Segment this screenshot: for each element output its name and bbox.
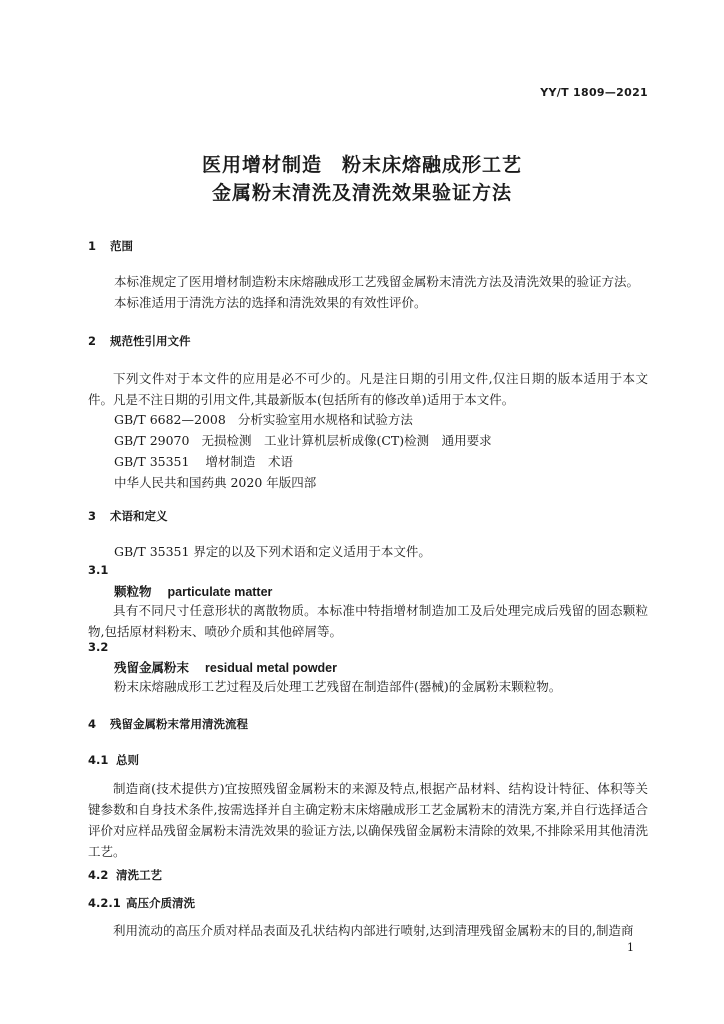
section-number: 1 — [88, 239, 97, 253]
reference-title: 中华人民共和国药典 2020 年版四部 — [114, 475, 317, 490]
term-definition: 具有不同尺寸任意形状的离散物质。本标准中特指增材制造加工及后处理完成后残留的固态颗粒物,包括原材料粉末、喷砂介质和其他碎屑等。 — [88, 603, 648, 639]
section-3-heading — [88, 508, 168, 524]
section-title: 术语和定义 — [110, 509, 168, 523]
term-chinese: 残留金属粉末 — [114, 660, 190, 675]
reference-title: 增材制造 术语 — [205, 454, 293, 469]
high-pressure-cleaning-text: 利用流动的高压介质对样品表面及孔状结构内部进行喷射,达到清理残留金属粉末的目的,制造商 — [113, 923, 634, 938]
normative-references-intro: 下列文件对于本文件的应用是必不可少的。凡是注日期的引用文件,仅注日期的版本适用于本文件。凡是不注日期的引用文件,其最新版本(包括所有的修改单)适用于本文件。 — [88, 371, 648, 407]
section-number: 4.2.1 — [88, 896, 121, 910]
section-title: 清洗工艺 — [116, 868, 162, 882]
term-name — [114, 658, 337, 676]
general-principles-text: 制造商(技术提供方)宜按照残留金属粉末的来源及特点,根据产品材料、结构设计特征、体积等关键参数和自身技术条件,按需选择并自主确定粉末床熔融成形工艺金属粉末的清洗方案,并自行选择适合评价对应样品残留金属粉末清洗效果的验证方法,以确保残留金属粉末清除的效果,不排除采用其他清洗工艺。 — [88, 781, 648, 859]
section-4-heading — [88, 716, 248, 732]
term-definition: 粉末床熔融成形工艺过程及后处理工艺残留在制造部件(器械)的金属粉末颗粒物。 — [114, 679, 562, 694]
terms-intro: GB/T 35351 界定的以及下列术语和定义适用于本文件。 — [114, 544, 431, 559]
section-number: 4 — [88, 717, 97, 731]
section-4-2-heading — [88, 867, 162, 883]
section-number: 3 — [88, 509, 97, 523]
section-number: 4.1 — [88, 753, 109, 767]
page-number: 1 — [627, 941, 634, 954]
term-chinese: 颗粒物 — [114, 584, 152, 599]
reference-title: 无损检测 工业计算机层析成像(CT)检测 通用要求 — [201, 433, 492, 448]
term-number: 3.1 — [88, 563, 109, 577]
document-title-line-2: 金属粉末清洗及清洗效果验证方法 — [211, 182, 512, 204]
document-title-line-1: 医用增材制造 粉末床熔融成形工艺 — [201, 154, 522, 176]
reference-item — [114, 452, 293, 470]
section-title: 规范性引用文件 — [110, 334, 191, 348]
standard-number: YY/T 1809—2021 — [540, 86, 648, 99]
reference-item — [114, 431, 492, 449]
term-english: particulate matter — [167, 585, 273, 599]
term-name — [114, 582, 272, 600]
section-2-heading — [88, 333, 191, 349]
section-1-heading — [88, 238, 133, 254]
section-number: 2 — [88, 334, 97, 348]
reference-item — [114, 410, 413, 428]
reference-code: GB/T 6682—2008 — [114, 412, 226, 427]
reference-title: 分析实验室用水规格和试验方法 — [237, 412, 413, 427]
section-title: 范围 — [110, 239, 133, 253]
section-title: 高压介质清洗 — [126, 896, 195, 910]
term-number: 3.2 — [88, 640, 109, 654]
section-number: 4.2 — [88, 868, 109, 882]
scope-line-1: 本标准规定了医用增材制造粉末床熔融成形工艺残留金属粉末清洗方法及清洗效果的验证方法。 — [114, 274, 640, 289]
term-english: residual metal powder — [205, 661, 337, 675]
scope-line-2: 本标准适用于清洗方法的选择和清洗效果的有效性评价。 — [114, 295, 427, 310]
reference-code: GB/T 35351 — [114, 454, 190, 469]
section-title: 残留金属粉末常用清洗流程 — [110, 717, 248, 731]
section-4-2-1-heading — [88, 895, 195, 911]
section-4-1-heading — [88, 752, 139, 768]
section-title: 总则 — [116, 753, 139, 767]
reference-item — [114, 473, 316, 491]
reference-code: GB/T 29070 — [114, 433, 190, 448]
